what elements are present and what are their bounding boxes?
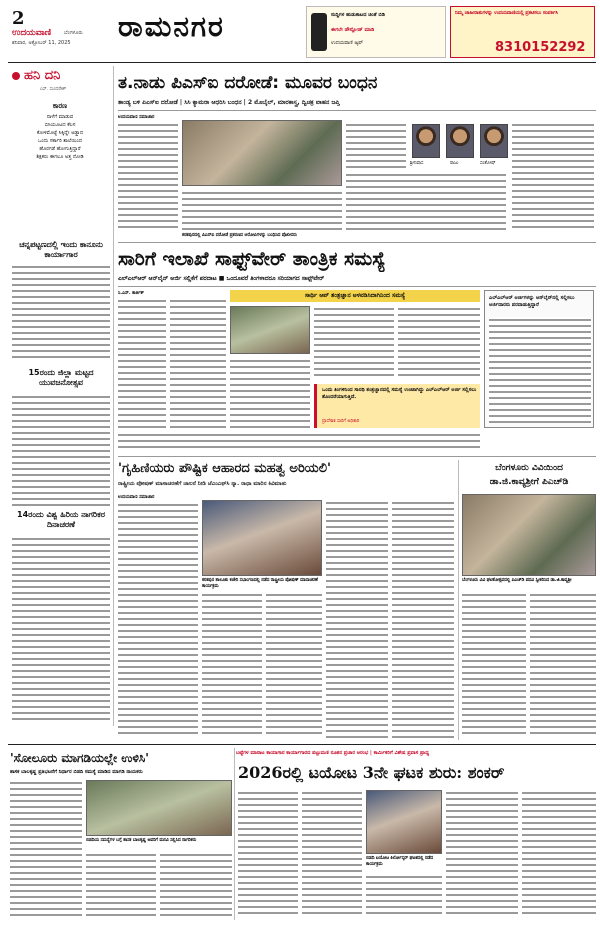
accused-photo [480, 124, 508, 158]
second-body-col [398, 306, 480, 380]
phd-photo [462, 494, 596, 576]
quote-line: ಶಿಕ್ಷಕರು ಈಗಲೂ ಅತ್ತ ನೋಡಿ [36, 154, 84, 160]
quote-line: ಒಂದು ಸರ್ಕಾರಿ ಶಾಲೆಯಿಂದ [37, 138, 83, 144]
hani-dani-box [10, 66, 110, 226]
right-bottom-body-col [238, 790, 298, 918]
second-body-col [170, 298, 226, 428]
side-box-text: ಎಲ್‌ಎಲ್‌ಆರ್ ಅರ್ಜಿಗಳನ್ನು ಆನ್‌ಲೈನ್‌ನಲ್ಲಿ ಸಲ್ಲಿಸಲು ಅರ್ಜಿದಾರರು ಪರದಾಡುತ್ತಿದ್ದಾರೆ [489, 295, 575, 308]
accused-name: ರಾಜು [450, 161, 459, 166]
second-subhead: ಎಲ್‌ಎಲ್‌ಆರ್ ಆನ್‌ಲೈನ್ ಅರ್ಜಿ ಸಲ್ಲಿಕೆಗೆ ಪರದಾಟ ■ ಒಂದೂವರೆ ತಿಂಗಳಾದರೂ ಸರಿಯಾಗದ ಸಾಫ್ಟ್‌ವೇರ್ [118, 275, 325, 282]
quote-line: ನಾಳೆಗೆ ಮಾಡುವ [46, 114, 74, 120]
second-body-col [314, 306, 394, 380]
left-bottom-body-col [86, 852, 156, 918]
third-body-col [118, 502, 198, 738]
rto-building-photo [230, 306, 310, 354]
accused-photo [446, 124, 474, 158]
third-body-col [326, 500, 388, 738]
lead-photo-caption: ಕನಕಪುರದಲ್ಲಿ ಪಿಎಸ್‌ಐ ದರೋಡೆ ಪ್ರಕರಣದ ಆರೋಪಿಗಳನ್ನು ಬಂಧಿಸಿದ ಪೊಲೀಸರು [182, 233, 297, 238]
date-line: ಶನಿವಾರ, ಅಕ್ಟೋಬರ್ 11, 2025 [12, 40, 71, 46]
masthead: ಉದಯವಾಣಿ [12, 28, 52, 38]
lead-subhead: ತಾಂಡ್ಯ ಬಳಿ ಪಿಎಸ್‌ಐ ದರೋಡೆ | ಸಿಸಿ ಕ್ಯಾಮರಾ ಆಧರಿಸಿ ಬಂಧನ | 2 ಮೊಬೈಲ್, ಮಾರಕಾಸ್ತ್ರ, ದ್ವಿಚಕ್ರ ವಾಹನ ಜಪ್ತಿ [118, 99, 340, 106]
lead-byline: ಉದಯವಾಣಿ ಸಮಾಚಾರ [118, 115, 155, 120]
bottom-ticker[interactable]: ಬಟ್ಟೆಗಳ ಮಾರಾಟ ಕಾಯಾಗಾರ ಕಾರ್ಯಾಗಾರದ ಪಟ್ಟುಮಣಿ ನೂತನ ಪ್ರಚಾರ ಆರಂಭ | ಕಾರ್ಮಿಕರಿಗೆ ವಿಶೇಷ ಪ್ರವಾಸ ಪ್ರಾಧ್ಯ [236, 750, 430, 756]
sidebar-story-body [12, 394, 110, 506]
third-body-col [392, 500, 454, 738]
lead-body-col [346, 172, 506, 230]
phone-icon [311, 13, 327, 51]
ad2-phone: 8310152292 [495, 40, 586, 55]
third-subhead: ರಾಷ್ಟ್ರೀಯ ಪೋಷಣ್ ಮಾಸಾಚರಣೆಗೆ ಚಾಲನೆ ನೀಡಿ ಜೆಎಂಎಫ್‌ಸಿ ನ್ಯಾ. ರಾಧಾ ಮಾರಿನ ಕಿವಿಮಾತು [118, 481, 287, 487]
lead-headline[interactable]: ತ.ನಾಡು ಪಿಎಸ್‌ಐ ದರೋಡೆ: ಮೂವರ ಬಂಧನ [118, 73, 378, 93]
nutrition-event-photo [202, 500, 322, 576]
third-body-col [202, 592, 262, 738]
quote-line: ಹೊರಗಡೆ ಹೋಗುತ್ತಿದ್ದಾರೆ [39, 146, 81, 152]
lead-body-col [182, 190, 342, 230]
ad-box[interactable] [450, 6, 595, 58]
bidadi-petition-photo [86, 780, 232, 836]
left-bottom-subhead: ಶಾಸಕ ಬಾಲಕೃಷ್ಣ ಪ್ರತಿಭಟನೆಗೆ ನಿರ್ಧಾರ ಬಿಡದಿ ಸಮಸ್ಯೆ ಮಾಡಿದ ಮಾಗಡಿ ನಾಯಕರು [10, 769, 143, 775]
sidebar-story-body [12, 264, 110, 362]
ad2-text: ನಿಮ್ಮ ಜಾಹೀರಾತುಗಳನ್ನು ಉದಯವಾಣಿಯಲ್ಲಿ ಪ್ರಕಟಿಸಲು ಸಂಪರ್ಕಿಸಿ [455, 11, 558, 16]
second-body-col [118, 298, 166, 428]
quote-line: ಕೋಳಿಮೊಟ್ಟೆ ಸಿಕ್ಕಿದ್ದೇ ಅಡ್ಡಾದ [36, 130, 84, 136]
toyota-event-photo [366, 790, 442, 854]
left-bottom-headline[interactable]: 'ಸೋಲೂರು ಮಾಗಡಿಯಲ್ಲೇ ಉಳಿಸಿ' [10, 751, 149, 765]
right-bottom-headline[interactable]: 2026ರಲ್ಲಿ ಟಯೋಟ 3ನೇ ಘಟಕ ಶುರು: ಶಂಕರ್ [238, 763, 505, 782]
side-box [484, 290, 594, 428]
lead-body-col [512, 122, 594, 230]
right-bottom-body-col [302, 790, 362, 918]
brand-title: ಹನಿ ದನಿ [24, 68, 61, 83]
sidebar-story-headline[interactable]: 14ರಂದು ವಿಶ್ವ ಹಿರಿಯ ನಾಗರಿಕರ ದಿನಾಚರಣೆ [17, 510, 105, 529]
accused-photo [412, 124, 440, 158]
section-title: ರಾಮನಗರ [118, 10, 225, 43]
fourth-body-col [462, 592, 526, 738]
right-bottom-body-col [522, 790, 596, 918]
right-bottom-body-col [446, 790, 518, 918]
side-box-body [489, 317, 591, 423]
lead-photo [182, 120, 342, 186]
second-headline[interactable]: ಸಾರಿಗೆ ಇಲಾಖೆ ಸಾಫ್ಟ್‌ವೇರ್ ತಾಂತ್ರಿಕ ಸಮಸ್ಯೆ [118, 248, 386, 270]
accused-name: ಶ್ರೀನಿವಾಸ [410, 161, 424, 166]
quote-attrib: ಪ್ರಾದೇಶಿಕ ಸಾರಿಗೆ ಅಧಿಕಾರಿ [322, 419, 360, 424]
second-body-col [118, 432, 480, 450]
left-bottom-body-col [10, 780, 82, 918]
fourth-body-col [530, 592, 596, 738]
lead-body-col [118, 122, 178, 230]
inner-banner: ಸಾರ್ಥಿ ಆಪ್ ತಂತ್ರಜ್ಞಾನ ಅಳವಡಿಸಿದಾಗಿನಿಂದ ಸಮಸ್ಯೆ [230, 290, 480, 302]
app-ad[interactable] [306, 6, 446, 58]
quote-line: ಬಿಸಿಯೂಟದ ಕೆಲಸ [44, 122, 76, 128]
accused-name: ಸಂತೋಷ್ [480, 161, 496, 166]
quote-text: ಒಂದು ತಿಂಗಳಿನಿಂದ ಸಾರಥಿ ತಂತ್ರಜ್ಞಾನದಲ್ಲಿ ಸಮಸ್ಯೆ ಉಂಟಾಗಿದ್ದು ಎಲ್‌ಎಲ್‌ಆರ್ ಅರ್ಜಿ ಸಲ್ಲಿಸಲು ತೊಂದರೆಯಾಗುತ್ತಿದೆ. [322, 387, 477, 400]
sidebar-story-headline[interactable]: ಚನ್ನಪಟ್ಟಣದಲ್ಲಿ ಇಂದು ಕಾನೂನು ಕಾರ್ಯಾಗಾರ [19, 240, 103, 259]
brand-byline: ಎಸ್. ಸುಂದರೇಶ್ [40, 87, 67, 92]
right-bottom-body-col [366, 874, 442, 918]
fourth-photo-caption: ಬೆಂಗಳೂರು ವಿವಿ ಘಟಿಕೋತ್ಸವದಲ್ಲಿ ಪಿಎಚ್‌ಡಿ ಪದವಿ ಸ್ವೀಕರಿಸಿದ ಡಾ.ಜಿ.ಕಾವ್ಯಶ್ರೀ [462, 578, 572, 583]
ad1-line2: ಈಗಲೇ ಡೌನ್ಲೋಡ್ ಮಾಡಿ [331, 27, 375, 33]
third-headline[interactable]: 'ಗೃಹಿಣಿಯರು ಪೌಷ್ಟಿಕ ಆಹಾರದ ಮಹತ್ವ ಅರಿಯಲಿ' [118, 461, 331, 476]
right-bottom-photo-caption: ಬಿಡದಿ ಟಯೋಟ ಕಿರ್ಲೋಸ್ಕರ್ ಘಟಕದಲ್ಲಿ ನಡೆದ ಕಾರ್ಯಕ್ರಮ [366, 856, 434, 867]
quote-box [314, 384, 480, 428]
fourth-headline[interactable]: ಬೆಂಗಳೂರು ವಿವಿಯಿಂದ [495, 463, 563, 473]
brand-logo-icon [12, 72, 20, 80]
third-body-col [266, 592, 322, 738]
page-number: 2 [12, 8, 25, 29]
left-bottom-photo-caption: ಬಿಡದಿಯ ಸಮಸ್ಯೆಗಳ ಬಗ್ಗೆ ಶಾಸಕ ಬಾಲಕೃಷ್ಣ ಅವರಿಗೆ ಮನವಿ ಸಲ್ಲಿಸಿದ ನಾಗರಿಕರು [86, 838, 197, 843]
quote-title: ಕಾರಣ [52, 102, 68, 110]
ad1-line3: ಉದಯವಾಣಿ ಆ್ಯಪ್ [331, 40, 364, 46]
third-byline: ಉದಯವಾಣಿ ಸಮಾಚಾರ [118, 495, 155, 500]
fourth-headline-line2[interactable]: ಡಾ.ಜಿ.ಕಾವ್ಯಶ್ರೀಗೆ ಪಿಎಚ್‌ಡಿ [489, 477, 569, 487]
left-bottom-body-col [160, 852, 232, 918]
second-body-col [230, 358, 310, 428]
sidebar-story-headline[interactable]: 15ರಂದು ಜಿಲ್ಲಾ ಮಟ್ಟದ ಯುವಜನೋತ್ಸವ [28, 368, 94, 387]
second-byline: ಸಿ.ಎಸ್. ಕಾರ್ತಿಕ್ [118, 291, 144, 296]
ad1-line1: ಸುದ್ದಿಗಳ ಹುಡುಕಾಟದ ಚಿಂತೆ ಬಿಡಿ [331, 12, 385, 18]
third-photo-caption: ಕನಕಪುರ ತಾಲೂಕು ಕಚೇರಿ ಸಭಾಂಗಣದಲ್ಲಿ ನಡೆದ ರಾಷ್ಟ್ರೀಯ ಪೋಷಣ್ ಮಾಸಾಚರಣೆ ಕಾರ್ಯಕ್ರಮ [202, 578, 318, 589]
sidebar-story-body [12, 536, 110, 722]
edition-label: ಬೆಂಗಳೂರು [64, 30, 83, 36]
